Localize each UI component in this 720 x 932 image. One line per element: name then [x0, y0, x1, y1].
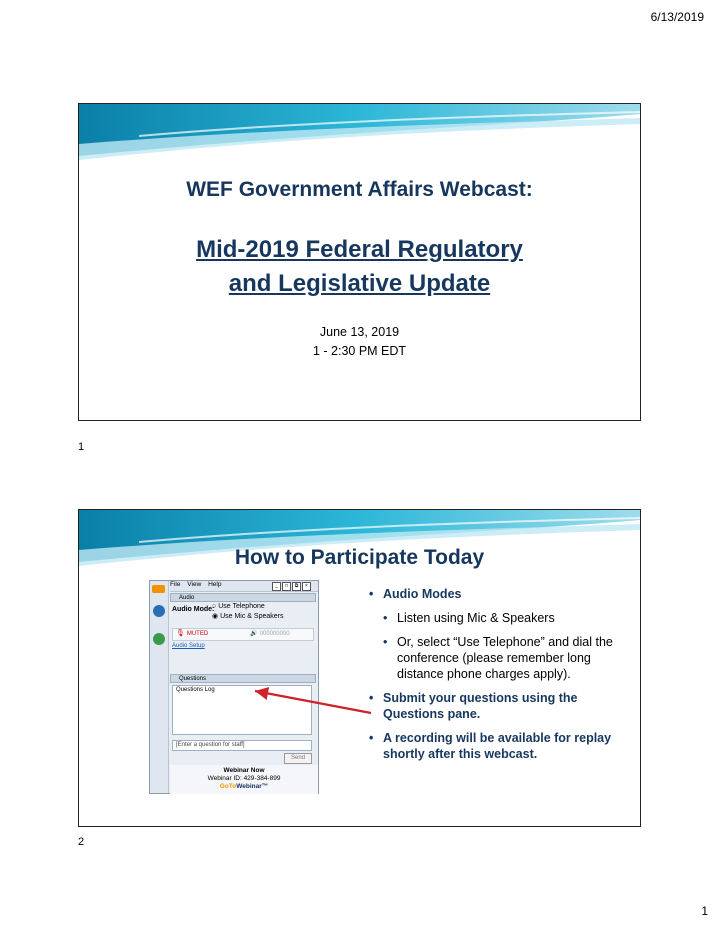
send-button[interactable]: Send — [284, 753, 312, 764]
event-time: 1 - 2:30 PM EDT — [312, 344, 407, 358]
event-date: June 13, 2019 — [319, 325, 400, 339]
muted-status: MUTED — [186, 631, 209, 637]
slide-1-date-block — [79, 323, 640, 361]
audio-pane-header[interactable]: Audio — [170, 593, 316, 602]
bullet-audio-modes: • Audio Modes — [367, 586, 629, 602]
header-date: 6/13/2019 — [650, 10, 704, 24]
slide-1-subtitle — [79, 233, 640, 301]
slide-2-number: 2 — [78, 836, 85, 848]
radio-use-mic[interactable]: ◉ Use Mic & Speakers — [212, 613, 284, 620]
microphone-icon: 🎙 — [176, 630, 185, 637]
participation-bullets — [367, 586, 629, 770]
slide-1-subtitle-line-1: Mid-2019 Federal Regulatory — [196, 236, 523, 263]
questions-log: Questions Log — [172, 685, 312, 735]
audio-level-meter: 000000000 — [259, 631, 290, 637]
slide-2 — [78, 509, 641, 827]
audio-mode-label: Audio Mode: — [172, 606, 215, 613]
radio-use-telephone-label: Use Telephone — [218, 603, 265, 610]
webinar-name: Webinar Now — [223, 767, 265, 774]
bullet-recording: • A recording will be available for replay shortly after this webcast. — [367, 730, 629, 762]
radio-use-telephone[interactable]: ○ Use Telephone — [212, 603, 265, 610]
minimize-icon[interactable]: _ — [272, 582, 281, 591]
restore-icon[interactable]: □ — [282, 582, 291, 591]
menu-view[interactable]: View — [187, 581, 202, 588]
page-number: 1 — [701, 904, 708, 918]
webinar-id: Webinar ID: 429-384-899 — [207, 775, 281, 782]
slide-1 — [78, 103, 641, 421]
slide-1-subtitle-line-2: and Legislative Update — [228, 270, 491, 297]
logo-webinar: Webinar™ — [236, 783, 269, 790]
logo-goto: GoTo — [219, 783, 237, 790]
menu-help[interactable]: Help — [208, 581, 222, 588]
slide-2-title: How to Participate Today — [234, 546, 485, 569]
bullet-telephone: • Or, select “Use Telephone” and dial the conference (please remember long distance phone charges apply). — [367, 634, 629, 682]
popout-icon[interactable]: ⧉ — [292, 582, 301, 591]
menu-file[interactable]: File — [170, 581, 181, 588]
radio-use-mic-label: Use Mic & Speakers — [220, 613, 284, 620]
bullet-listen: • Listen using Mic & Speakers — [367, 610, 629, 626]
speaker-icon: 🔊 — [250, 631, 258, 637]
bullet-submit-questions: • Submit your questions using the Questions pane. — [367, 690, 629, 722]
question-input[interactable]: [Enter a question for staff] — [172, 740, 312, 751]
slide-1-number: 1 — [78, 441, 85, 453]
audio-setup-link[interactable]: Audio Setup — [172, 643, 205, 649]
slide-1-title: WEF Government Affairs Webcast: — [186, 178, 533, 201]
close-icon[interactable]: × — [302, 582, 311, 591]
header-swoosh-graphic — [79, 104, 640, 164]
questions-pane-header[interactable]: Questions — [170, 674, 316, 683]
